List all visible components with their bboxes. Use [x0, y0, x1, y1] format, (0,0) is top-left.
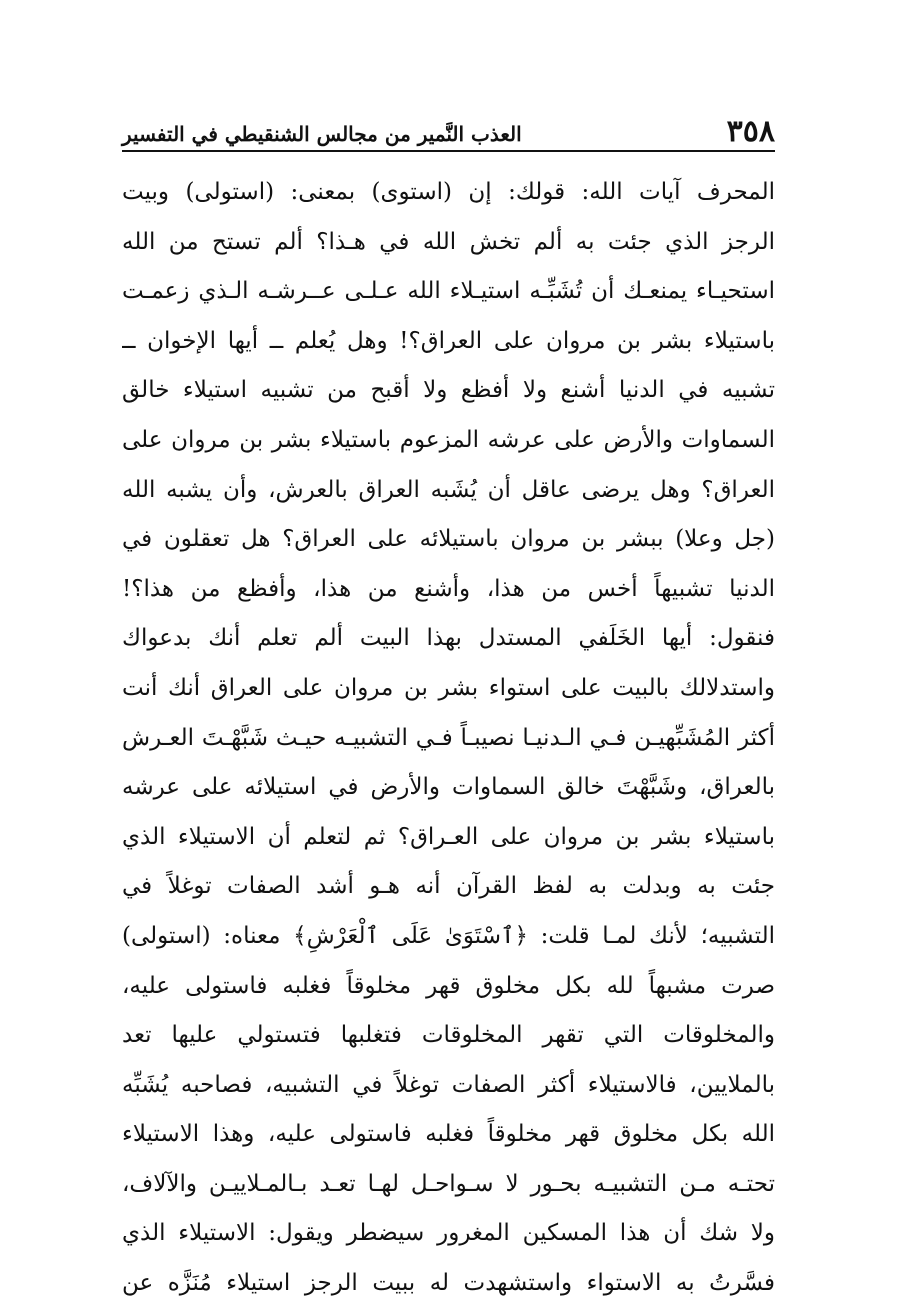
text-line: تحتـه مـن التشبيـه بحـور لا سـواحـل لهـا تعـد بـالمـلاييـن والآلاف،: [122, 1170, 775, 1197]
text-line: السماوات والأرض على عرشه المزعوم باستيلاء بشر بن مروان على: [122, 426, 775, 453]
text-line: بالعراق، وشَبَّهْتَ خالق السماوات والأرض في استيلائه على عرشه: [122, 774, 775, 801]
text-line: المحرف آيات الله: قولك: إن (استوى) بمعنى: (استولى) وبيت: [122, 179, 775, 205]
header-rule: [122, 150, 775, 152]
text-line: التشبيه؛ لأنك لمـا قلت: ﴿ٱسْتَوَىٰ عَلَى ٱلْعَرْشِ﴾ معناه: (استولى): [122, 922, 775, 949]
text-line: جئت به وبدلت به لفظ القرآن أنه هـو أشد الصفات توغلاً في: [122, 873, 775, 900]
text-line: استحيـاء يمنعـك أن تُشَبِّـه استيـلاء الله عـلـى عــرشـه الـذي زعمـت: [122, 278, 775, 305]
text-line: واستدلالك بالبيت على استواء بشر بن مروان على العراق أنك أنت: [122, 674, 775, 701]
text-line: فسَّرتُ به الاستواء واستشهدت له ببيت الرجز استيلاء مُنَزَّه عن: [122, 1270, 775, 1297]
text-line: ولا شك أن هذا المسكين المغرور سيضطر ويقول: الاستيلاء الذي: [122, 1220, 775, 1247]
text-line: أكثر المُشَبِّهيـن فـي الـدنيـا نصيبـاً فـي التشبيـه حيـث شَبَّهْـتَ العـرش: [122, 724, 775, 751]
text-line: الدنيا تشبيهاً أخس من هذا، وأشنع من هذا، وأفظع من هذا؟!: [122, 575, 775, 602]
page-number: ٣٥٨: [726, 114, 775, 149]
body-text: [122, 168, 775, 1309]
text-line: الرجز الذي جئت به ألم تخش الله في هـذا؟ ألم تستح من الله: [122, 228, 775, 255]
text-line: باستيلاء بشر بن مروان على العراق؟! وهل يُعلم ــ أيها الإخوان ــ: [122, 327, 775, 354]
text-line: العراق؟ وهل يرضى عاقل أن يُشَبه العراق بالعرش، وأن يشبه الله: [122, 476, 775, 503]
text-line: تشبيه في الدنيا أشنع ولا أفظع ولا أقبح من تشبيه استيلاء خالق: [122, 377, 775, 404]
text-line: بالملايين، فالاستيلاء أكثر الصفات توغلاً في التشبيه، فصاحبه يُشَبِّه: [122, 1071, 775, 1098]
text-line: والمخلوقات التي تقهر المخلوقات فتغلبها فتستولي عليها تعد: [122, 1022, 775, 1049]
text-line: صرت مشبهاً لله بكل مخلوق قهر مخلوقاً فغلبه فاستولى عليه،: [122, 972, 775, 999]
text-line: باستيلاء بشر بن مروان على العـراق؟ ثم لتعلم أن الاستيلاء الذي: [122, 823, 775, 850]
text-line: الله بكل مخلوق قهر مخلوقاً فغلبه فاستولى عليه، وهذا الاستيلاء: [122, 1121, 775, 1148]
page-header: [122, 108, 775, 150]
text-line: (جل وعلا) ببشر بن مروان باستيلائه على العراق؟ هل تعقلون في: [122, 526, 775, 553]
running-title: العذب النَّمير من مجالس الشنقيطي في التفسير: [122, 122, 522, 146]
text-line: فنقول: أيها الخَلَفي المستدل بهذا البيت ألم تعلم أنك بدعواك: [122, 625, 775, 652]
